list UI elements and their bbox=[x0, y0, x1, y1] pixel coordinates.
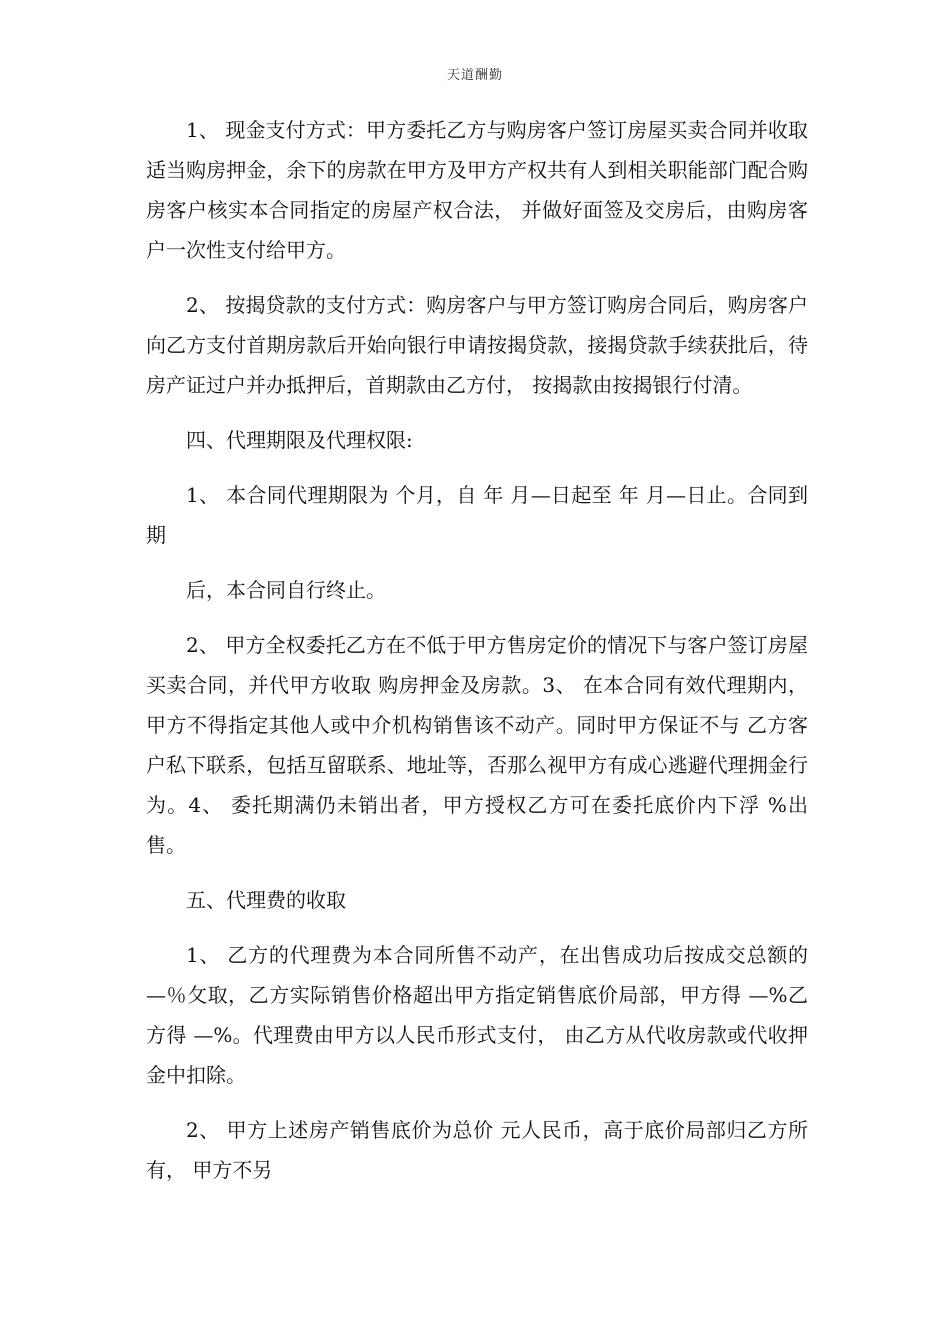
paragraph-base-price: 2、 甲方上述房产销售底价为总价 元人民币，高于底价局部归乙方所有， 甲方不另 bbox=[146, 1118, 808, 1182]
paragraph-agency-authority: 2、 甲方全权委托乙方在不低于甲方售房定价的情况下与客户签订房屋买卖合同，并代甲方收取 购房押金及房款。3、 在本合同有效代理期内，甲方不得指定其他人或中介机构销售该不动产。同时甲方保证不与 乙方客户私下联系，包括互留联系、地址等，否那么视甲方有成心逃避代理拥金行为。4、 委托期满仍未销出者，甲方授权乙方可在委托底价内下浮 %出售。 bbox=[146, 633, 808, 857]
paragraph-cash-payment: 1、 现金支付方式：甲方委托乙方与购房客户签订房屋买卖合同并收取适当购房押金，余下的房款在甲方及甲方产权共有人到相关职能部门配合购房客户核实本合同指定的房屋产权合法， 并做好面签及交房后，由购房客户一次性支付给甲方。 bbox=[146, 118, 808, 262]
page-header: 天道酬勤 bbox=[446, 68, 503, 83]
paragraph-contract-termination: 后，本合同自行终止。 bbox=[186, 578, 386, 602]
paragraph-agency-period: 1、 本合同代理期限为 个月，自 年 月—日起至 年 月—日止。合同到期 bbox=[146, 483, 808, 547]
paragraph-mortgage-payment: 2、 按揭贷款的支付方式：购房客户与甲方签订购房合同后，购房客户向乙方支付首期房款后开始向银行申请按揭贷款，接揭贷款手续获批后，待房产证过户并办抵押后，首期款由乙方付， 按揭款由按揭银行付清。 bbox=[146, 293, 808, 397]
paragraph-agency-fee-rate: 1、 乙方的代理费为本合同所售不动产，在出售成功后按成交总额的 —％攵取，乙方实际销售价格超出甲方指定销售底价局部，甲方得 —%乙方得 —%。代理费由甲方以人民币形式支付， 由乙方从代收房款或代收押金中扣除。 bbox=[146, 943, 808, 1087]
section-heading-agency-term: 四、代理期限及代理权限: bbox=[186, 428, 413, 452]
section-heading-agency-fee: 五、代理费的收取 bbox=[186, 888, 346, 912]
document-body bbox=[146, 110, 808, 1205]
